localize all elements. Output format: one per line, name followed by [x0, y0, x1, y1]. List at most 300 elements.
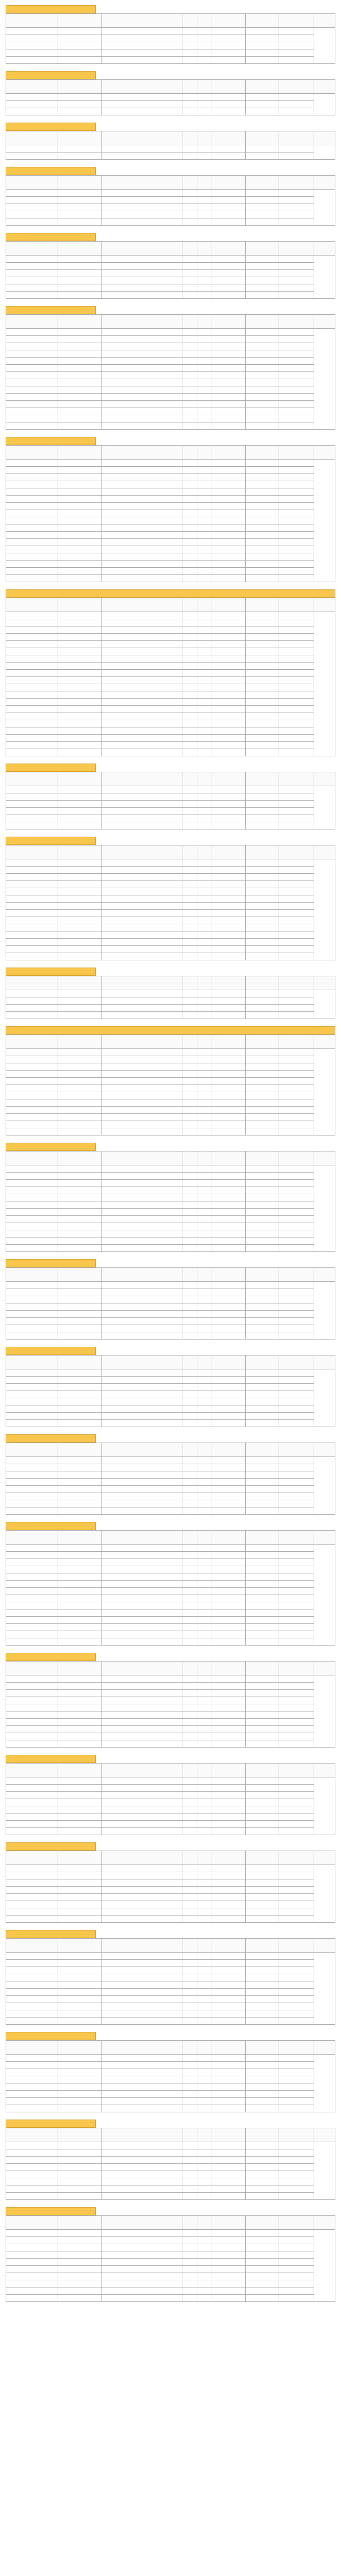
table-cell — [246, 2295, 279, 2302]
table-cell — [101, 2237, 182, 2244]
table-cell — [182, 1420, 197, 1427]
table-cell — [182, 2091, 197, 2098]
table-cell — [246, 1887, 279, 1894]
table-cell — [212, 953, 246, 960]
table-row — [6, 924, 335, 931]
table-cell — [279, 1420, 314, 1427]
table-cell — [58, 1573, 101, 1581]
table-cell — [279, 1908, 314, 1916]
table-cell — [58, 1332, 101, 1340]
table-cell — [6, 946, 58, 953]
table-cell — [58, 1398, 101, 1405]
table-row — [6, 1187, 335, 1194]
table-cell — [58, 1099, 101, 1107]
table-cell — [182, 939, 197, 946]
header-max-score — [212, 1662, 246, 1675]
table-cell — [246, 1318, 279, 1325]
table-cell — [58, 343, 101, 350]
table-cell — [182, 343, 197, 350]
note-cell — [314, 1369, 335, 1427]
table-cell — [246, 329, 279, 336]
table-cell — [212, 1675, 246, 1683]
table-cell — [212, 546, 246, 553]
header-major — [101, 1268, 182, 1282]
header-admitted — [197, 1851, 212, 1865]
table-cell — [212, 1960, 246, 1967]
table-cell — [182, 1128, 197, 1136]
section-3 — [6, 123, 335, 160]
table-cell — [246, 903, 279, 910]
table-cell — [182, 1311, 197, 1318]
table-cell — [101, 28, 182, 35]
table-cell — [182, 546, 197, 553]
table-cell — [182, 670, 197, 677]
table-cell — [279, 1609, 314, 1617]
section-7 — [6, 437, 335, 582]
table-cell — [279, 1981, 314, 1989]
table-cell — [182, 626, 197, 634]
table-cell — [182, 561, 197, 568]
table-cell — [212, 1114, 246, 1121]
table-cell — [101, 372, 182, 379]
table-cell — [197, 1624, 212, 1631]
table-cell — [246, 1187, 279, 1194]
table-cell — [58, 1806, 101, 1814]
table-cell — [182, 386, 197, 394]
table-cell — [182, 2003, 197, 2010]
section-title — [6, 1842, 96, 1851]
section-title — [6, 968, 96, 976]
table-cell — [58, 881, 101, 888]
table-cell — [212, 365, 246, 372]
table-cell — [182, 197, 197, 204]
table-cell — [246, 1675, 279, 1683]
table-cell — [212, 1245, 246, 1252]
table-cell — [182, 2185, 197, 2193]
table-cell — [212, 2055, 246, 2062]
table-cell — [6, 699, 58, 706]
table-cell — [58, 1559, 101, 1566]
table-row — [6, 1609, 335, 1617]
table-cell — [58, 612, 101, 619]
table-cell — [279, 634, 314, 641]
table-cell — [58, 1049, 101, 1056]
table-cell — [58, 1609, 101, 1617]
table-row — [6, 1005, 335, 1012]
table-cell — [212, 1704, 246, 1711]
table-cell — [6, 488, 58, 496]
header-category — [58, 2216, 101, 2230]
table-cell — [197, 1303, 212, 1311]
table-cell — [182, 2171, 197, 2178]
table-cell — [197, 1740, 212, 1748]
table-cell — [197, 1180, 212, 1187]
table-row — [6, 1099, 335, 1107]
table-cell — [6, 1201, 58, 1209]
table-cell — [6, 517, 58, 524]
table-cell — [6, 211, 58, 218]
table-cell — [197, 1617, 212, 1624]
table-cell — [212, 2091, 246, 2098]
table-cell — [182, 1814, 197, 1821]
table-cell — [246, 145, 279, 152]
table-cell — [182, 1719, 197, 1726]
table-cell — [212, 1901, 246, 1908]
table-cell — [246, 1777, 279, 1785]
table-row — [6, 1194, 335, 1201]
table-cell — [279, 575, 314, 582]
table-cell — [58, 801, 101, 808]
table-row — [6, 801, 335, 808]
header-major — [101, 14, 182, 28]
table-cell — [182, 990, 197, 997]
table-row — [6, 401, 335, 408]
table-cell — [212, 867, 246, 874]
table-cell — [212, 568, 246, 575]
table-cell — [279, 1180, 314, 1187]
table-cell — [6, 2003, 58, 2010]
table-cell — [58, 481, 101, 488]
table-cell — [58, 1056, 101, 1063]
table-cell — [212, 1711, 246, 1719]
table-cell — [182, 2280, 197, 2287]
table-cell — [182, 350, 197, 358]
table-cell — [212, 218, 246, 226]
table-cell — [6, 1092, 58, 1099]
table-cell — [279, 655, 314, 663]
table-cell — [101, 1996, 182, 2003]
table-cell — [182, 742, 197, 749]
note-cell — [314, 1777, 335, 1835]
table-cell — [197, 510, 212, 517]
table-row — [6, 917, 335, 924]
table-cell — [182, 553, 197, 561]
table-row — [6, 343, 335, 350]
table-cell — [101, 1733, 182, 1740]
table-cell — [101, 888, 182, 895]
table-cell — [6, 1413, 58, 1420]
table-cell — [246, 655, 279, 663]
table-row — [6, 2193, 335, 2200]
table-cell — [58, 1894, 101, 1901]
table-cell — [58, 1296, 101, 1303]
table-cell — [212, 874, 246, 881]
table-cell — [279, 2055, 314, 2062]
table-cell — [197, 1311, 212, 1318]
table-cell — [101, 524, 182, 532]
table-row — [6, 1078, 335, 1085]
table-cell — [58, 2237, 101, 2244]
table-cell — [58, 808, 101, 815]
header-min-score — [246, 242, 279, 256]
table-cell — [246, 1085, 279, 1092]
table-cell — [212, 786, 246, 793]
header-province — [6, 1268, 58, 1282]
table-cell — [197, 1092, 212, 1099]
header-note — [314, 772, 335, 786]
table-cell — [182, 2259, 197, 2266]
table-cell — [101, 350, 182, 358]
table-cell — [101, 145, 182, 152]
table-cell — [279, 277, 314, 284]
table-cell — [182, 292, 197, 299]
table-row — [6, 1464, 335, 1471]
table-cell — [6, 990, 58, 997]
table-cell — [182, 1602, 197, 1609]
table-cell — [6, 1865, 58, 1872]
table-cell — [101, 735, 182, 742]
table-cell — [197, 1704, 212, 1711]
table-cell — [279, 1230, 314, 1238]
table-cell — [6, 2149, 58, 2157]
table-cell — [6, 394, 58, 401]
table-cell — [212, 939, 246, 946]
table-cell — [197, 42, 212, 49]
section-10 — [6, 837, 335, 960]
table-cell — [246, 699, 279, 706]
table-cell — [279, 997, 314, 1005]
table-row — [6, 1617, 335, 1624]
table-cell — [182, 808, 197, 815]
table-cell — [101, 1303, 182, 1311]
header-major — [101, 2216, 182, 2230]
table-cell — [197, 532, 212, 539]
table-cell — [182, 1588, 197, 1595]
table-cell — [279, 1303, 314, 1311]
header-major — [101, 1851, 182, 1865]
table-cell — [197, 1464, 212, 1471]
table-cell — [212, 2164, 246, 2171]
table-row — [6, 256, 335, 263]
table-cell — [101, 517, 182, 524]
table-cell — [101, 946, 182, 953]
table-cell — [101, 1566, 182, 1573]
table-cell — [246, 28, 279, 35]
table-cell — [246, 415, 279, 422]
table-cell — [197, 1690, 212, 1697]
table-cell — [182, 1187, 197, 1194]
table-cell — [246, 1967, 279, 1974]
table-cell — [101, 2091, 182, 2098]
header-plan — [182, 1764, 197, 1777]
table-cell — [6, 1165, 58, 1173]
table-cell — [279, 460, 314, 467]
table-row — [6, 1953, 335, 1960]
table-row — [6, 1799, 335, 1806]
table-row — [6, 2062, 335, 2069]
table-cell — [279, 699, 314, 706]
table-cell — [212, 742, 246, 749]
table-header-row — [6, 242, 335, 256]
table-cell — [246, 488, 279, 496]
table-cell — [279, 1872, 314, 1879]
table-cell — [246, 2266, 279, 2273]
table-cell — [212, 677, 246, 684]
table-cell — [212, 1967, 246, 1974]
table-cell — [212, 263, 246, 270]
table-cell — [212, 1092, 246, 1099]
table-cell — [6, 1814, 58, 1821]
table-cell — [101, 358, 182, 365]
table-cell — [279, 1638, 314, 1646]
table-cell — [197, 1566, 212, 1573]
table-row — [6, 2178, 335, 2185]
table-row — [6, 1785, 335, 1792]
header-plan — [182, 1443, 197, 1457]
table-cell — [279, 510, 314, 517]
table-row — [6, 1559, 335, 1566]
header-province — [6, 2216, 58, 2230]
table-cell — [101, 1683, 182, 1690]
header-avg-score — [279, 845, 314, 859]
table-cell — [182, 152, 197, 160]
table-cell — [182, 910, 197, 917]
table-cell — [212, 808, 246, 815]
table-cell — [197, 1981, 212, 1989]
table-cell — [182, 1325, 197, 1332]
table-cell — [212, 1996, 246, 2003]
table-cell — [246, 1071, 279, 1078]
table-row — [6, 503, 335, 510]
table-cell — [212, 859, 246, 867]
table-cell — [58, 1173, 101, 1180]
table-cell — [197, 1894, 212, 1901]
table-header-row — [6, 1764, 335, 1777]
header-plan — [182, 446, 197, 460]
table-cell — [246, 1581, 279, 1588]
table-cell — [182, 1908, 197, 1916]
table-cell — [101, 655, 182, 663]
header-major — [101, 2041, 182, 2055]
table-cell — [182, 619, 197, 626]
header-admitted — [197, 1151, 212, 1165]
table-cell — [212, 1216, 246, 1223]
table-cell — [279, 1085, 314, 1092]
table-cell — [6, 2193, 58, 2200]
score-table — [6, 1530, 335, 1646]
header-admitted — [197, 772, 212, 786]
table-row — [6, 742, 335, 749]
table-cell — [197, 706, 212, 713]
table-cell — [182, 401, 197, 408]
table-cell — [101, 1894, 182, 1901]
table-cell — [279, 1683, 314, 1690]
table-cell — [58, 101, 101, 108]
table-cell — [101, 2251, 182, 2259]
table-cell — [246, 1566, 279, 1573]
table-row — [6, 1690, 335, 1697]
table-cell — [279, 2149, 314, 2157]
table-cell — [212, 626, 246, 634]
table-cell — [279, 1500, 314, 1507]
table-cell — [6, 510, 58, 517]
header-note — [314, 1662, 335, 1675]
table-cell — [6, 706, 58, 713]
table-cell — [182, 204, 197, 211]
table-cell — [101, 284, 182, 292]
table-cell — [182, 2010, 197, 2018]
table-cell — [182, 2230, 197, 2237]
table-cell — [279, 488, 314, 496]
header-avg-score — [279, 1443, 314, 1457]
table-cell — [279, 917, 314, 924]
table-cell — [101, 1092, 182, 1099]
table-cell — [279, 2069, 314, 2076]
table-cell — [182, 2178, 197, 2185]
header-min-score — [246, 845, 279, 859]
table-cell — [6, 546, 58, 553]
table-cell — [6, 684, 58, 691]
header-avg-score — [279, 598, 314, 612]
table-row — [6, 1128, 335, 1136]
table-cell — [279, 1617, 314, 1624]
table-cell — [182, 42, 197, 49]
table-cell — [212, 1588, 246, 1595]
table-cell — [6, 575, 58, 582]
table-cell — [279, 1332, 314, 1340]
table-row — [6, 1085, 335, 1092]
table-cell — [197, 1121, 212, 1128]
section-9 — [6, 764, 335, 829]
table-cell — [182, 859, 197, 867]
table-row — [6, 524, 335, 532]
table-cell — [6, 1792, 58, 1799]
table-cell — [182, 1289, 197, 1296]
table-cell — [246, 953, 279, 960]
table-row — [6, 713, 335, 720]
table-cell — [58, 28, 101, 35]
table-cell — [101, 101, 182, 108]
table-cell — [212, 394, 246, 401]
header-plan — [182, 1151, 197, 1165]
table-cell — [58, 94, 101, 101]
header-avg-score — [279, 2128, 314, 2142]
table-row — [6, 277, 335, 284]
table-cell — [212, 1500, 246, 1507]
table-cell — [246, 2069, 279, 2076]
table-cell — [279, 706, 314, 713]
table-cell — [279, 204, 314, 211]
table-cell — [58, 145, 101, 152]
table-cell — [246, 1624, 279, 1631]
header-note — [314, 80, 335, 94]
table-cell — [279, 990, 314, 997]
table-cell — [6, 1588, 58, 1595]
section-title — [6, 233, 96, 241]
table-cell — [197, 1609, 212, 1617]
table-cell — [212, 49, 246, 57]
table-cell — [246, 1953, 279, 1960]
score-table — [6, 1661, 335, 1748]
header-category — [58, 176, 101, 190]
table-cell — [101, 2055, 182, 2062]
table-cell — [58, 1777, 101, 1785]
table-cell — [246, 1201, 279, 1209]
header-avg-score — [279, 1268, 314, 1282]
table-cell — [246, 2018, 279, 2025]
header-plan — [182, 242, 197, 256]
table-cell — [246, 1369, 279, 1377]
table-cell — [246, 793, 279, 801]
table-cell — [6, 634, 58, 641]
table-cell — [182, 1230, 197, 1238]
table-cell — [101, 336, 182, 343]
table-cell — [197, 1071, 212, 1078]
table-cell — [197, 1631, 212, 1638]
table-cell — [197, 1457, 212, 1464]
table-cell — [101, 1063, 182, 1071]
header-plan — [182, 598, 197, 612]
